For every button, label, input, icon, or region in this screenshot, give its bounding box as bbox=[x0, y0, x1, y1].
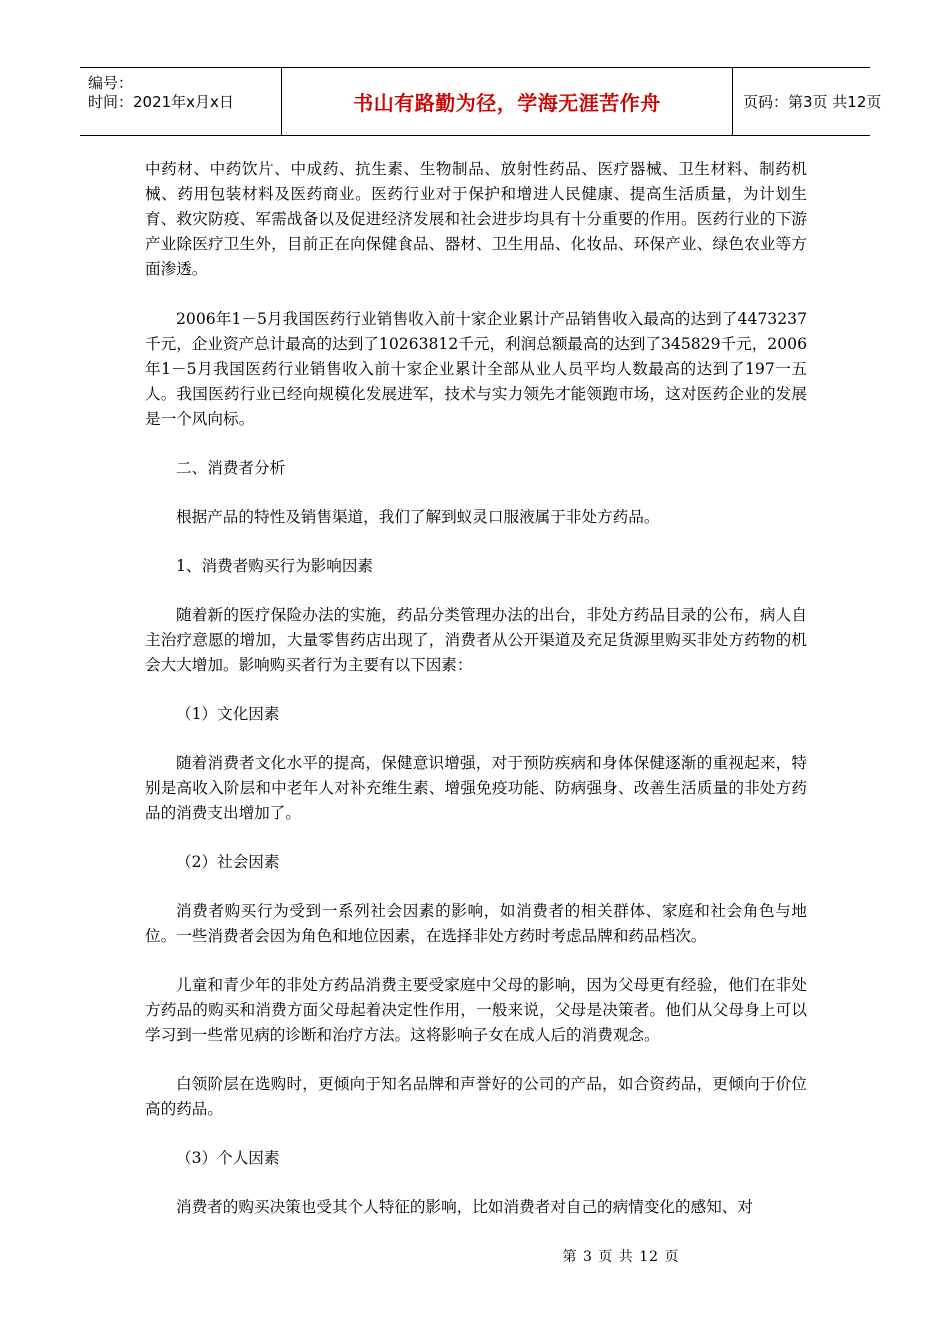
header-meta-cell bbox=[80, 68, 282, 135]
section-heading: 二、消费者分析 bbox=[176, 459, 286, 477]
document-body bbox=[145, 157, 807, 1244]
paragraph: 消费者购买行为受到一系列社会因素的影响，如消费者的相关群体、家庭和社会角色与地位。一些消费者会因为角色和地位因素，在选择非处方药时考虑品牌和药品档次。 bbox=[145, 902, 807, 945]
header-motto-cell bbox=[282, 68, 733, 135]
paragraph: 随着消费者文化水平的提高，保健意识增强，对于预防疾病和身体保健逐渐的重视起来，特别是高收入阶层和中老年人对补充维生素、增强免疫功能、防病强身、改善生活质量的非处方药品的消费支出增加了。 bbox=[145, 754, 807, 822]
page-footer bbox=[0, 1246, 950, 1266]
header-page-cell bbox=[733, 68, 882, 135]
paragraph: 白领阶层在选购时，更倾向于知名品牌和声誉好的公司的产品，如合资药品，更倾向于价位高的药品。 bbox=[145, 1075, 807, 1118]
subsection-heading: （2）社会因素 bbox=[176, 853, 280, 871]
subsection-heading: 1、消费者购买行为影响因素 bbox=[176, 557, 374, 575]
date-label: 时间：2021年x月x日 bbox=[88, 93, 234, 111]
page-code: 页码：第3页 共12页 bbox=[743, 93, 882, 111]
document-header bbox=[80, 67, 882, 136]
paragraph: 中药材、中药饮片、中成药、抗生素、生物制品、放射性药品、医疗器械、卫生材料、制药机械、药用包装材料及医药商业。医药行业对于保护和增进人民健康、提高生活质量，为计划生育、救灾防疫、军需战备以及促进经济发展和社会进步均具有十分重要的作用。医药行业的下游产业除医疗卫生外，目前正在向保健食品、器材、卫生用品、化妆品、环保产业、绿色农业等方面渗透。 bbox=[145, 160, 807, 278]
paragraph: 消费者的购买决策也受其个人特征的影响，比如消费者对自己的病情变化的感知、对 bbox=[176, 1198, 753, 1216]
subsection-heading: （3）个人因素 bbox=[176, 1149, 280, 1167]
paragraph: 根据产品的特性及销售渠道，我们了解到蚁灵口服液属于非处方药品。 bbox=[176, 508, 660, 526]
footer-page-number: 第 3 页 共 12 页 bbox=[562, 1249, 680, 1265]
paragraph: 儿童和青少年的非处方药品消费主要受家庭中父母的影响，因为父母更有经验，他们在非处方药品的购买和消费方面父母起着决定性作用，一般来说，父母是决策者。他们从父母身上可以学习到一些常见病的诊断和治疗方法。这将影响子女在成人后的消费观念。 bbox=[145, 976, 807, 1044]
paragraph: 2006年1－5月我国医药行业销售收入前十家企业累计产品销售收入最高的达到了4473237千元，企业资产总计最高的达到了10263812千元，利润总额最高的达到了345829千元，2006年1－5月我国医药行业销售收入前十家企业累计全部从业人员平均人数最高的达到了197一五人。我国医药行业已经向规模化发展进军，技术与实力领先才能领跑市场，这对医药企业的发展是一个风向标。 bbox=[145, 310, 807, 428]
number-label: 编号： bbox=[88, 74, 134, 92]
motto: 书山有路勤为径，学海无涯苦作舟 bbox=[353, 91, 661, 115]
paragraph: 随着新的医疗保险办法的实施，药品分类管理办法的出台，非处方药品目录的公布，病人自主治疗意愿的增加，大量零售药店出现了，消费者从公开渠道及充足货源里购买非处方药物的机会大大增加。影响购买者行为主要有以下因素： bbox=[145, 606, 807, 674]
subsection-heading: （1）文化因素 bbox=[176, 705, 280, 723]
